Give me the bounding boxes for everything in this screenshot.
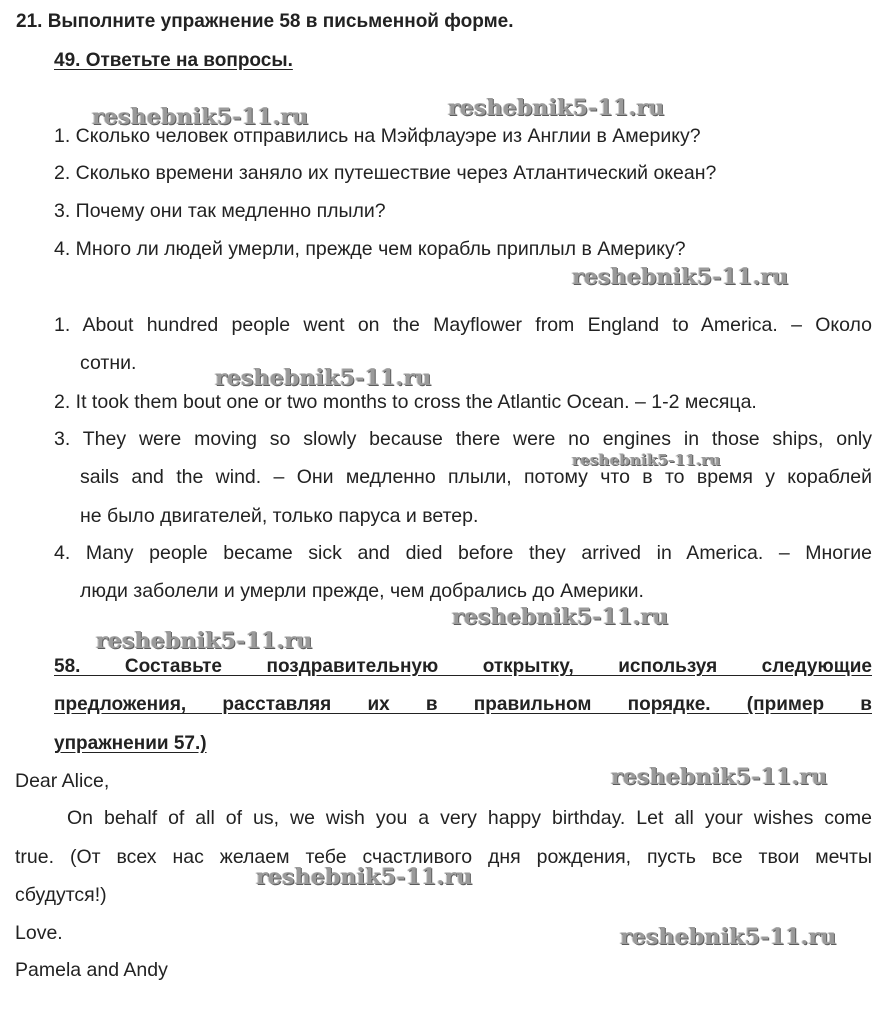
watermark: reshebnik5-11.ru (572, 264, 789, 290)
answer-1-line-1: 1. About hundred people went on the Mayflower from England to America. – Около (54, 314, 872, 336)
letter-signature: Pamela and Andy (15, 959, 168, 981)
question-4: 4. Много ли людей умерли, прежде чем корабль приплыл в Америку? (54, 238, 686, 260)
section-58-title-line-2: предложения, расставляя их в правильном порядке. (пример в (54, 694, 872, 715)
answer-3-line-2: sails and the wind. – Они медленно плыли, потому что в то время у кораблей (80, 466, 872, 488)
letter-body-line-1: On behalf of all of us, we wish you a very happy birthday. Let all your wishes come (67, 807, 872, 829)
question-1: 1. Сколько человек отправились на Мэйфлауэре из Англии в Америку? (54, 125, 701, 147)
question-2: 2. Сколько времени заняло их путешествие через Атлантический океан? (54, 162, 717, 184)
letter-body-line-2: true. (От всех нас желаем тебе счастливого дня рождения, пусть все твои мечты (15, 846, 872, 868)
answer-3-line-1: 3. They were moving so slowly because there were no engines in those ships, only (54, 428, 872, 450)
watermark: reshebnik5-11.ru (572, 451, 721, 469)
watermark: reshebnik5-11.ru (620, 924, 837, 950)
answer-2: 2. It took them bout one or two months to cross the Atlantic Ocean. – 1-2 месяца. (54, 391, 757, 413)
watermark: reshebnik5-11.ru (92, 104, 309, 130)
watermark: reshebnik5-11.ru (215, 365, 432, 391)
watermark: reshebnik5-11.ru (96, 628, 313, 654)
watermark: reshebnik5-11.ru (448, 95, 665, 121)
answer-3-line-3: не было двигателей, только паруса и ветер. (80, 505, 479, 527)
task-header: 21. Выполните упражнение 58 в письменной форме. (16, 11, 514, 32)
answer-4-line-1: 4. Many people became sick and died before they arrived in America. – Многие (54, 542, 872, 564)
section-58-title-line-1: 58. Составьте поздравительную открытку, используя следующие (54, 656, 872, 677)
watermark: reshebnik5-11.ru (452, 604, 669, 630)
letter-body-line-3: сбудутся!) (15, 884, 107, 906)
watermark: reshebnik5-11.ru (256, 864, 473, 890)
section-58-title-line-3: упражнении 57.) (54, 733, 207, 754)
letter-greeting: Dear Alice, (15, 770, 110, 792)
answer-4-line-2: люди заболели и умерли прежде, чем добрались до Америки. (80, 580, 644, 602)
answer-1-line-2: сотни. (80, 352, 137, 374)
letter-closing: Love. (15, 922, 63, 944)
section-49-title: 49. Ответьте на вопросы. (54, 50, 293, 71)
watermark: reshebnik5-11.ru (611, 764, 828, 790)
question-3: 3. Почему они так медленно плыли? (54, 200, 386, 222)
